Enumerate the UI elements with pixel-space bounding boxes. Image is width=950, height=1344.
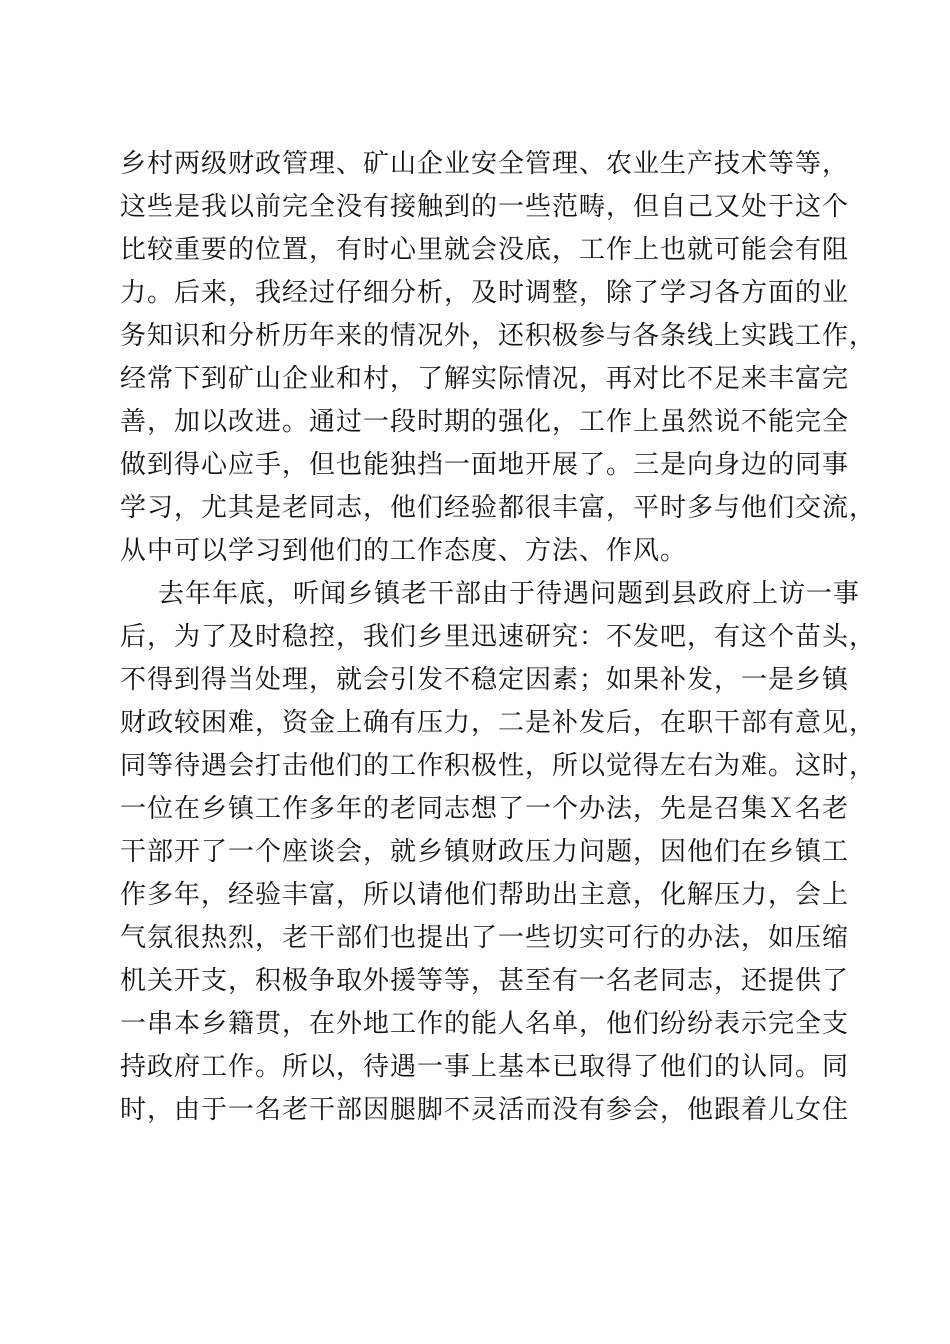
text-line: 机关开支，积极争取外援等等，甚至有一名老同志，还提供了 [120, 966, 850, 996]
text-line: 同等待遇会打击他们的工作积极性，所以觉得左右为难。这时， [120, 751, 877, 781]
body-text [120, 143, 877, 1132]
text-line: 经常下到矿山企业和村，了解实际情况，再对比不足来丰富完 [120, 364, 850, 394]
text-line: 后，为了及时稳控，我们乡里迅速研究：不发吧，有这个苗头， [120, 622, 877, 652]
text-line: 力。后来，我经过仔细分析，及时调整，除了学习各方面的业 [120, 278, 850, 308]
text-line: 比较重要的位置，有时心里就会没底，工作上也就可能会有阻 [120, 235, 850, 265]
text-line: 干部开了一个座谈会，就乡镇财政压力问题，因他们在乡镇工 [120, 837, 850, 867]
paragraph-1 [120, 143, 877, 573]
text-line: 财政较困难，资金上确有压力，二是补发后，在职干部有意见， [120, 708, 877, 738]
text-line: 学习，尤其是老同志，他们经验都很丰富，平时多与他们交流， [120, 493, 877, 523]
text-line: 从中可以学习到他们的工作态度、方法、作风。 [120, 536, 688, 566]
paragraph-2 [120, 573, 877, 1132]
text-line: 做到得心应手，但也能独挡一面地开展了。三是向身边的同事 [120, 450, 850, 480]
text-line: 这些是我以前完全没有接触到的一些范畴，但自己又处于这个 [120, 192, 850, 222]
text-line: 务知识和分析历年来的情况外，还积极参与各条线上实践工作， [120, 321, 877, 351]
text-line: 气氛很热烈，老干部们也提出了一些切实可行的办法，如压缩 [120, 923, 850, 953]
text-line: 乡村两级财政管理、矿山企业安全管理、农业生产技术等等， [120, 149, 850, 179]
text-line: 一串本乡籍贯，在外地工作的能人名单，他们纷纷表示完全支 [120, 1009, 850, 1039]
text-line: 善，加以改进。通过一段时期的强化，工作上虽然说不能完全 [120, 407, 850, 437]
text-line: 时，由于一名老干部因腿脚不灵活而没有参会，他跟着儿女住 [120, 1095, 850, 1125]
text-line: 作多年，经验丰富，所以请他们帮助出主意，化解压力，会上 [120, 880, 850, 910]
text-line: 去年年底，听闻乡镇老干部由于待遇问题到县政府上访一事 [158, 579, 861, 609]
text-line: 一位在乡镇工作多年的老同志想了一个办法，先是召集Ｘ名老 [120, 794, 850, 824]
text-line: 持政府工作。所以，待遇一事上基本已取得了他们的认同。同 [120, 1052, 850, 1082]
text-line: 不得到得当处理，就会引发不稳定因素；如果补发，一是乡镇 [120, 665, 850, 695]
